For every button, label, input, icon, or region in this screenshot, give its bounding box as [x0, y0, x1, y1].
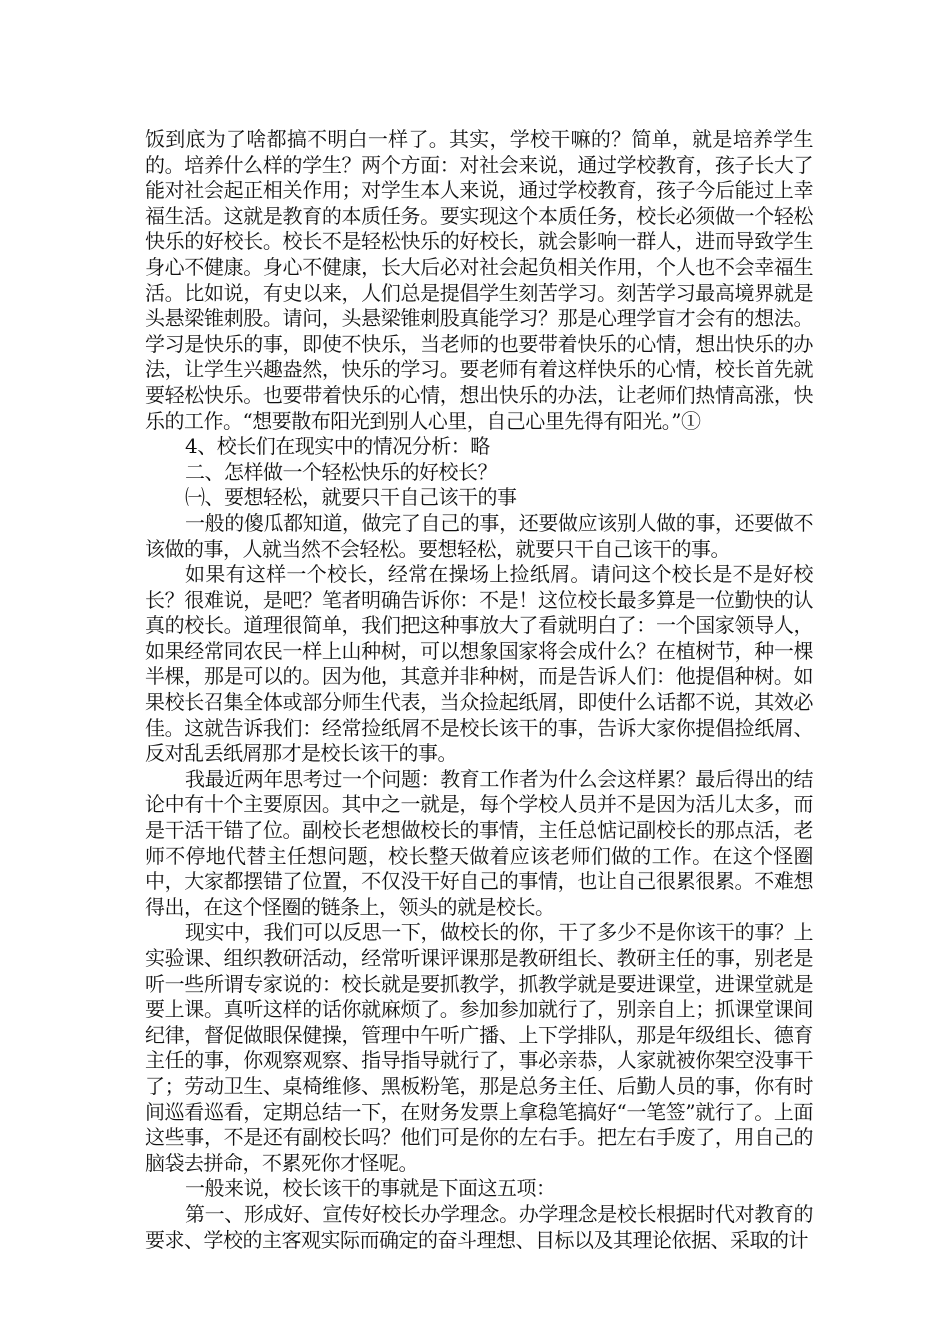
paragraph: 饭到底为了啥都搞不明白一样了。其实，学校干嘛的？简单，就是培养学生的。培养什么样的学生？两个方面：对社会来说，通过学校教育，孩子长大了能对社会起正相关作用；对学生本人来说，通过学校教育，孩子今后能过上幸福生活。这就是教育的本质任务。要实现这个本质任务，校长必须做一个轻松快乐的好校长。校长不是轻松快乐的好校长，就会影响一群人，进而导致学生身心不健康。身心不健康，长大后必对社会起负相关作用，个人也不会幸福生活。比如说，有史以来，人们总是提倡学生刻苦学习。刻苦学习最高境界就是头悬梁锥刺股。请问，头悬梁锥刺股真能学习？那是心理学盲才会有的想法。学习是快乐的事，即使不快乐，当老师的也要带着快乐的心情，想出快乐的办法，让学生兴趣盎然，快乐的学习。要老师有着这样快乐的心情，校长首先就要轻松快乐。也要带着快乐的心情，想出快乐的办法，让老师们热情高涨，快乐的工作。“想要散布阳光到别人心里，自己心里先得有阳光。”①: [145, 127, 813, 433]
paragraph: 第一、形成好、宣传好校长办学理念。办学理念是校长根据时代对教育的要求、学校的主客观实际而确定的奋斗理想、目标以及其理论依据、采取的计: [145, 1201, 813, 1252]
subsection-heading: ㈠、要想轻松，就要只干自己该干的事: [185, 485, 517, 510]
paragraph: 现实中，我们可以反思一下，做校长的你，干了多少不是你该干的事？上实验课、组织教研活动，经常听课评课那是教研组长、教研主任的事，别老是听一些所谓专家说的：校长就是要抓教学，抓教学就是要进课堂，进课堂就是要上课。真听这样的话你就麻烦了。参加参加就行了，别亲自上；抓课堂课间纪律，督促做眼保健操，管理中午听广播、上下学排队，那是年级组长、德育主任的事，你观察观察、指导指导就行了，事必亲恭，人家就被你架空没事干了；劳动卫生、桌椅维修、黑板粉笔，那是总务主任、后勤人员的事，你有时间巡看巡看，定期总结一下，在财务发票上拿稳笔搞好“一笔签”就行了。上面这些事，不是还有副校长吗？他们可是你的左右手。把左右手废了，用自己的脑袋去拼命，不累死你才怪呢。: [145, 920, 813, 1175]
paragraph: 一般的傻瓜都知道，做完了自己的事，还要做应该别人做的事，还要做不该做的事，人就当然不会轻松。要想轻松，就要只干自己该干的事。: [145, 510, 813, 561]
paragraph: 如果有这样一个校长，经常在操场上捡纸屑。请问这个校长是不是好校长？很难说，是吧？笔者明确告诉你：不是！这位校长最多算是一位勤快的认真的校长。道理很简单，我们把这种事放大了看就明白了：一个国家领导人，如果经常同农民一样上山种树，可以想象国家将会成什么？在植树节，种一棵半棵，那是可以的。因为他，其意并非种树，而是告诉人们：他提倡种树。如果校长召集全体或部分师生代表，当众捡起纸屑，即使什么话都不说，其效必佳。这就告诉我们：经常捡纸屑不是校长该干的事，告诉大家你提倡捡纸屑、反对乱丢纸屑那才是校长该干的事。: [145, 562, 813, 766]
paragraph: 一般来说，校长该干的事就是下面这五项：: [185, 1176, 556, 1201]
paragraph: 我最近两年思考过一个问题：教育工作者为什么会这样累？最后得出的结论中有十个主要原因。其中之一就是，每个学校人员并不是因为活儿太多，而是干活干错了位。副校长老想做校长的事情，主任总惦记副校长的那点活，老师不停地代替主任想问题，校长整天做着应该老师们做的工作。在这个怪圈中，大家都摆错了位置，不仅没干好自己的事情，也让自己很累很累。不难想得出，在这个怪圈的链条上，领头的就是校长。: [145, 766, 813, 919]
section-item: 4、校长们在现实中的情况分析：略: [185, 434, 490, 459]
section-heading: 二、怎样做一个轻松快乐的好校长？: [185, 459, 497, 484]
document-body: [145, 127, 813, 1253]
